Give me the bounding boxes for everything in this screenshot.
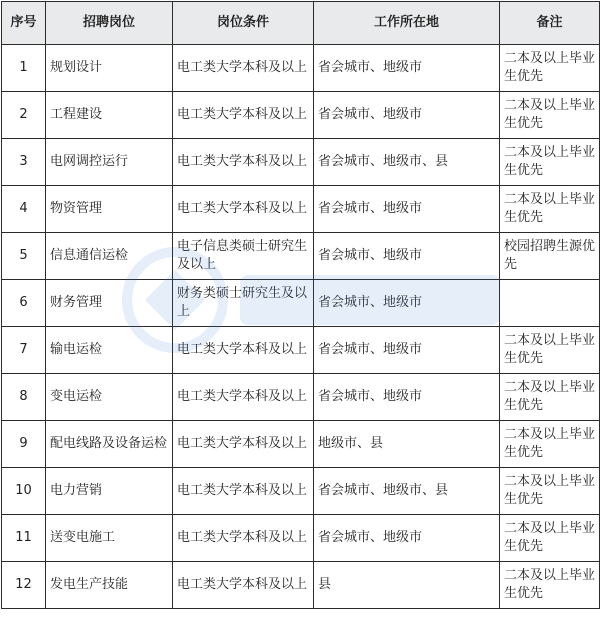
cell-location: 省会城市、地级市: [314, 515, 500, 562]
cell-note: 二本及以上毕业生优先: [500, 374, 600, 421]
header-position: 招聘岗位: [46, 2, 173, 45]
cell-position: 财务管理: [46, 280, 173, 327]
cell-requirement: 电工类大学本科及以上: [173, 45, 314, 92]
cell-requirement: 电工类大学本科及以上: [173, 562, 314, 609]
cell-no: 1: [2, 45, 46, 92]
cell-position: 物资管理: [46, 186, 173, 233]
cell-position: 规划设计: [46, 45, 173, 92]
cell-position: 输电运检: [46, 327, 173, 374]
cell-position: 工程建设: [46, 92, 173, 139]
cell-requirement: 电工类大学本科及以上: [173, 92, 314, 139]
cell-no: 4: [2, 186, 46, 233]
cell-location: 省会城市、地级市、县: [314, 139, 500, 186]
cell-position: 配电线路及设备运检: [46, 421, 173, 468]
cell-no: 2: [2, 92, 46, 139]
cell-location: 省会城市、地级市、县: [314, 468, 500, 515]
cell-note: 二本及以上毕业生优先: [500, 515, 600, 562]
cell-no: 10: [2, 468, 46, 515]
cell-note: 二本及以上毕业生优先: [500, 562, 600, 609]
table-row: [2, 468, 600, 515]
cell-no: 3: [2, 139, 46, 186]
table-header-row: [2, 2, 600, 45]
table-row: [2, 280, 600, 327]
header-requirement: 岗位条件: [173, 2, 314, 45]
table-row: [2, 327, 600, 374]
table-row: [2, 45, 600, 92]
cell-location: 县: [314, 562, 500, 609]
cell-requirement: 财务类硕士研究生及以上: [173, 280, 314, 327]
cell-requirement: 电工类大学本科及以上: [173, 139, 314, 186]
cell-note: 二本及以上毕业生优先: [500, 327, 600, 374]
cell-requirement: 电子信息类硕士研究生及以上: [173, 233, 314, 280]
header-note: 备注: [500, 2, 600, 45]
cell-position: 送变电施工: [46, 515, 173, 562]
cell-no: 12: [2, 562, 46, 609]
table-row: [2, 515, 600, 562]
cell-no: 8: [2, 374, 46, 421]
cell-position: 信息通信运检: [46, 233, 173, 280]
cell-requirement: 电工类大学本科及以上: [173, 515, 314, 562]
table-row: [2, 139, 600, 186]
cell-no: 5: [2, 233, 46, 280]
cell-position: 发电生产技能: [46, 562, 173, 609]
cell-location: 省会城市、地级市: [314, 374, 500, 421]
table-row: [2, 92, 600, 139]
cell-position: 电网调控运行: [46, 139, 173, 186]
cell-note: [500, 280, 600, 327]
cell-requirement: 电工类大学本科及以上: [173, 327, 314, 374]
table-row: [2, 374, 600, 421]
cell-note: 二本及以上毕业生优先: [500, 45, 600, 92]
cell-no: 9: [2, 421, 46, 468]
table-row: [2, 233, 600, 280]
cell-requirement: 电工类大学本科及以上: [173, 374, 314, 421]
cell-note: 二本及以上毕业生优先: [500, 186, 600, 233]
cell-location: 省会城市、地级市: [314, 186, 500, 233]
recruitment-table: [1, 1, 600, 609]
cell-location: 省会城市、地级市: [314, 280, 500, 327]
table-row: [2, 562, 600, 609]
cell-location: 省会城市、地级市: [314, 92, 500, 139]
table-row: [2, 421, 600, 468]
cell-note: 校园招聘生源优先: [500, 233, 600, 280]
cell-location: 省会城市、地级市: [314, 233, 500, 280]
cell-requirement: 电工类大学本科及以上: [173, 468, 314, 515]
table-row: [2, 186, 600, 233]
cell-note: 二本及以上毕业生优先: [500, 139, 600, 186]
cell-location: 省会城市、地级市: [314, 45, 500, 92]
header-no: 序号: [2, 2, 46, 45]
cell-location: 省会城市、地级市: [314, 327, 500, 374]
table-body: [2, 45, 600, 609]
cell-note: 二本及以上毕业生优先: [500, 92, 600, 139]
cell-note: 二本及以上毕业生优先: [500, 421, 600, 468]
cell-no: 7: [2, 327, 46, 374]
cell-position: 电力营销: [46, 468, 173, 515]
cell-note: 二本及以上毕业生优先: [500, 468, 600, 515]
cell-position: 变电运检: [46, 374, 173, 421]
cell-requirement: 电工类大学本科及以上: [173, 186, 314, 233]
cell-no: 6: [2, 280, 46, 327]
cell-requirement: 电工类大学本科及以上: [173, 421, 314, 468]
cell-no: 11: [2, 515, 46, 562]
cell-location: 地级市、县: [314, 421, 500, 468]
header-location: 工作所在地: [314, 2, 500, 45]
